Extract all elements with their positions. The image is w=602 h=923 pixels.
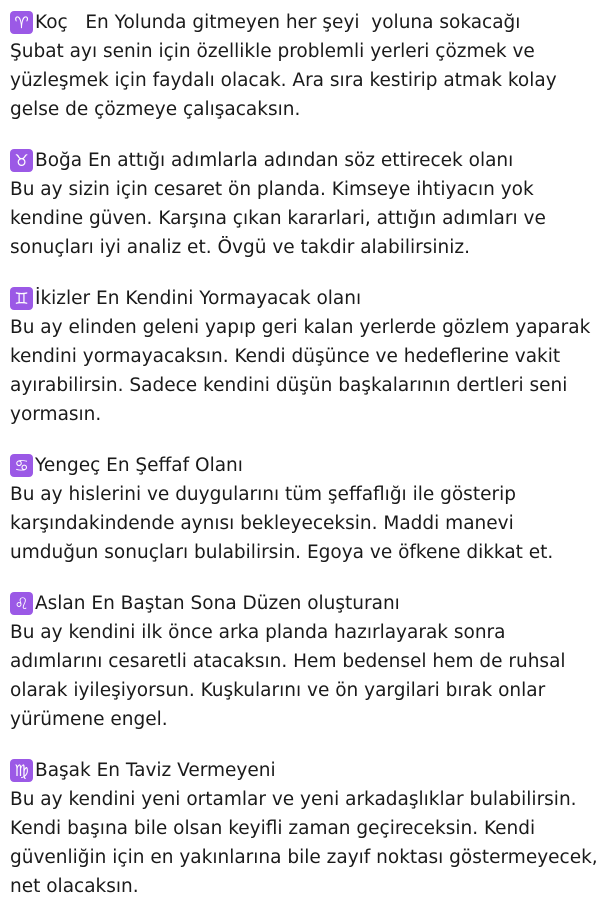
body-line: olarak iyileşiyorsun. Kuşkularını ve ön yargilari bırak onlar (10, 680, 546, 701)
section-virgo (10, 756, 598, 901)
heading-text: İkizler En Kendini Yormayacak olanı (35, 288, 362, 309)
body-line: adımlarını cesaretli atacaksın. Hem bedensel hem de ruhsal (10, 651, 566, 672)
heading-text: Başak En Taviz Vermeyeni (35, 760, 276, 781)
heading-text: Boğa En attığı adımlarla adından söz ettirecek olanı (35, 150, 514, 171)
heading-text: Aslan En Baştan Sona Düzen oluşturanı (35, 593, 400, 614)
heading-text: Yengeç En Şeffaf Olanı (35, 455, 243, 476)
body-line: ayırabilirsin. Sadece kendini düşün başkalarının dertleri seni (10, 375, 568, 396)
body-line: kendini yormayacaksın. Kendi düşünce ve hedeflerine vakit (10, 346, 561, 367)
section-heading (10, 8, 598, 37)
body-line: yüzleşmek için faydalı olacak. Ara sıra kestirip atmak kolay (10, 70, 557, 91)
body-line: yormasın. (10, 404, 102, 425)
horoscope-document (10, 8, 598, 923)
body-line: karşındakindende aynısı bekleyeceksin. Maddi manevi (10, 513, 514, 534)
body-line: umduğun sonuçları bulabilirsin. Egoya ve öfkene dikkat et. (10, 542, 554, 563)
body-line: Bu ay elinden geleni yapıp geri kalan yerlerde gözlem yaparak (10, 317, 591, 338)
section-heading (10, 146, 598, 175)
body-line: Bu ay kendini yeni ortamlar ve yeni arkadaşlıklar bulabilirsin. (10, 789, 577, 810)
body-line: yürümene engel. (10, 709, 168, 730)
section-taurus (10, 146, 598, 262)
body-line: Bu ay kendini ilk önce arka planda hazırlayarak sonra (10, 622, 506, 643)
section-aries (10, 8, 598, 124)
section-heading (10, 589, 598, 618)
body-line: net olacaksın. (10, 876, 139, 897)
virgo-icon: ♍ (10, 759, 33, 782)
section-leo (10, 589, 598, 734)
section-heading (10, 451, 598, 480)
taurus-icon: ♉ (10, 149, 33, 172)
leo-icon: ♌ (10, 592, 33, 615)
cancer-icon: ♋ (10, 454, 33, 477)
section-heading (10, 284, 598, 313)
section-cancer (10, 451, 598, 567)
body-line: Şubat ayı senin için özellikle problemli yerleri çözmek ve (10, 41, 535, 62)
section-gemini (10, 284, 598, 429)
aries-icon: ♈ (10, 11, 33, 34)
body-line: Kendi başına bile olsan keyifli zaman geçireceksin. Kendi (10, 818, 536, 839)
body-line: Bu ay sizin için cesaret ön planda. Kimseye ihtiyacın yok (10, 179, 534, 200)
body-line: Bu ay hislerini ve duygularını tüm şeffaflığı ile gösterip (10, 484, 516, 505)
body-line: sonuçları iyi analiz et. Övgü ve takdir alabilirsiniz. (10, 237, 471, 258)
heading-text: Koç En Yolunda gitmeyen her şeyi yoluna sokacağı (35, 12, 521, 33)
body-line: güvenliğin için en yakınlarına bile zayıf noktası göstermeyecek, (10, 847, 598, 868)
body-line: kendine güven. Karşına çıkan kararlari, attığın adımları ve (10, 208, 546, 229)
gemini-icon: ♊ (10, 287, 33, 310)
section-heading (10, 756, 598, 785)
body-line: gelse de çözmeye çalışacaksın. (10, 99, 301, 120)
